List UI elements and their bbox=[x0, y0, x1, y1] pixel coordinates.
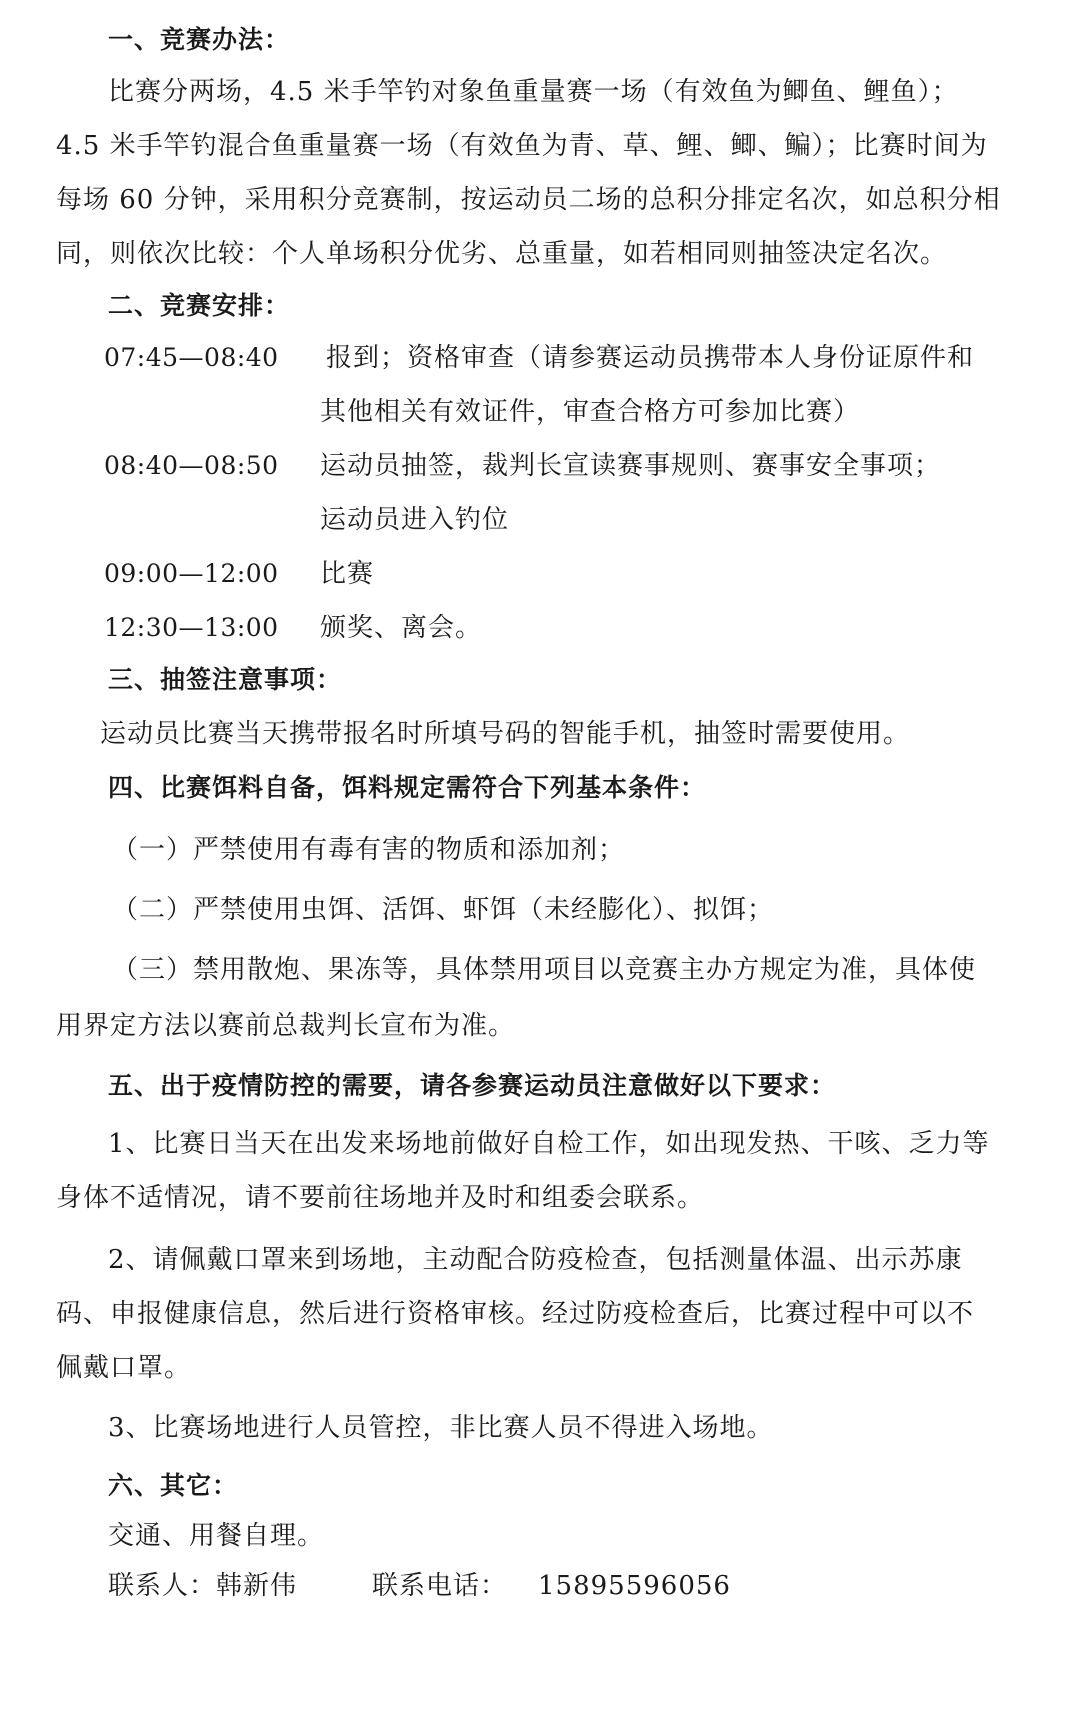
paragraph-line: 佩戴口罩。 bbox=[56, 1353, 192, 1383]
schedule-desc: 其他相关有效证件，审查合格方可参加比赛） bbox=[320, 397, 861, 427]
paragraph-line: 交通、用餐自理。 bbox=[108, 1521, 325, 1551]
paragraph-line: 3、比赛场地进行人员管控，非比赛人员不得进入场地。 bbox=[108, 1413, 774, 1443]
paragraph-line: 运动员比赛当天携带报名时所填号码的智能手机，抽签时需要使用。 bbox=[100, 719, 911, 749]
section-heading-other: 六、其它： bbox=[108, 1471, 239, 1500]
schedule-time: 09:00—12:00 bbox=[104, 559, 279, 588]
section-heading-draw: 三、抽签注意事项： bbox=[108, 665, 343, 694]
schedule-desc: 颁奖、离会。 bbox=[320, 613, 483, 643]
paragraph-line: 比赛分两场，4.5 米手竿钓对象鱼重量赛一场（有效鱼为鲫鱼、鲤鱼）； bbox=[108, 77, 959, 107]
contact-phone: 15895596056 bbox=[538, 1571, 731, 1601]
schedule-desc: 运动员进入钓位 bbox=[320, 505, 510, 535]
schedule-time: 12:30—13:00 bbox=[104, 613, 279, 642]
paragraph-line: 每场 60 分钟，采用积分竞赛制，按运动员二场的总积分排定名次，如总积分相 bbox=[56, 185, 1001, 215]
paragraph-line: 同，则依次比较：个人单场积分优劣、总重量，如若相同则抽签决定名次。 bbox=[56, 239, 948, 269]
section-heading-rules: 一、竞赛办法： bbox=[108, 25, 291, 54]
section-heading-schedule: 二、竞赛安排： bbox=[108, 291, 291, 320]
paragraph-line: 1、比赛日当天在出发来场地前做好自检工作，如出现发热、干咳、乏力等 bbox=[108, 1129, 990, 1159]
schedule-desc: 比赛 bbox=[320, 559, 375, 589]
paragraph-line: （二）严禁使用虫饵、活饵、虾饵（未经膨化）、拟饵； bbox=[112, 895, 775, 925]
paragraph-line: 码、申报健康信息，然后进行资格审核。经过防疫检查后，比赛过程中可以不 bbox=[56, 1299, 975, 1329]
paragraph-line: 2、请佩戴口罩来到场地，主动配合防疫检查，包括测量体温、出示苏康 bbox=[108, 1245, 963, 1275]
paragraph-line: 身体不适情况，请不要前往场地并及时和组委会联系。 bbox=[56, 1183, 705, 1213]
schedule-desc: 运动员抽签，裁判长宣读赛事规则、赛事安全事项； bbox=[320, 451, 942, 481]
contact-name: 联系人：韩新伟 bbox=[108, 1571, 298, 1601]
schedule-time: 08:40—08:50 bbox=[104, 451, 279, 480]
section-heading-epidemic: 五、出于疫情防控的需要，请各参赛运动员注意做好以下要求： bbox=[108, 1071, 837, 1100]
schedule-desc: 报到；资格审查（请参赛运动员携带本人身份证原件和 bbox=[326, 343, 975, 373]
paragraph-line: （一）严禁使用有毒有害的物质和添加剂； bbox=[112, 835, 626, 865]
paragraph-line: （三）禁用散炮、果冻等，具体禁用项目以竞赛主办方规定为准，具体使 bbox=[112, 955, 977, 985]
paragraph-line: 用界定方法以赛前总裁判长宣布为准。 bbox=[56, 1011, 516, 1041]
schedule-time: 07:45—08:40 bbox=[104, 343, 279, 372]
section-heading-bait: 四、比赛饵料自备，饵料规定需符合下列基本条件： bbox=[108, 773, 707, 802]
contact-phone-label: 联系电话： bbox=[372, 1571, 508, 1601]
paragraph-line: 4.5 米手竿钓混合鱼重量赛一场（有效鱼为青、草、鲤、鲫、鳊）；比赛时间为 bbox=[56, 131, 988, 161]
